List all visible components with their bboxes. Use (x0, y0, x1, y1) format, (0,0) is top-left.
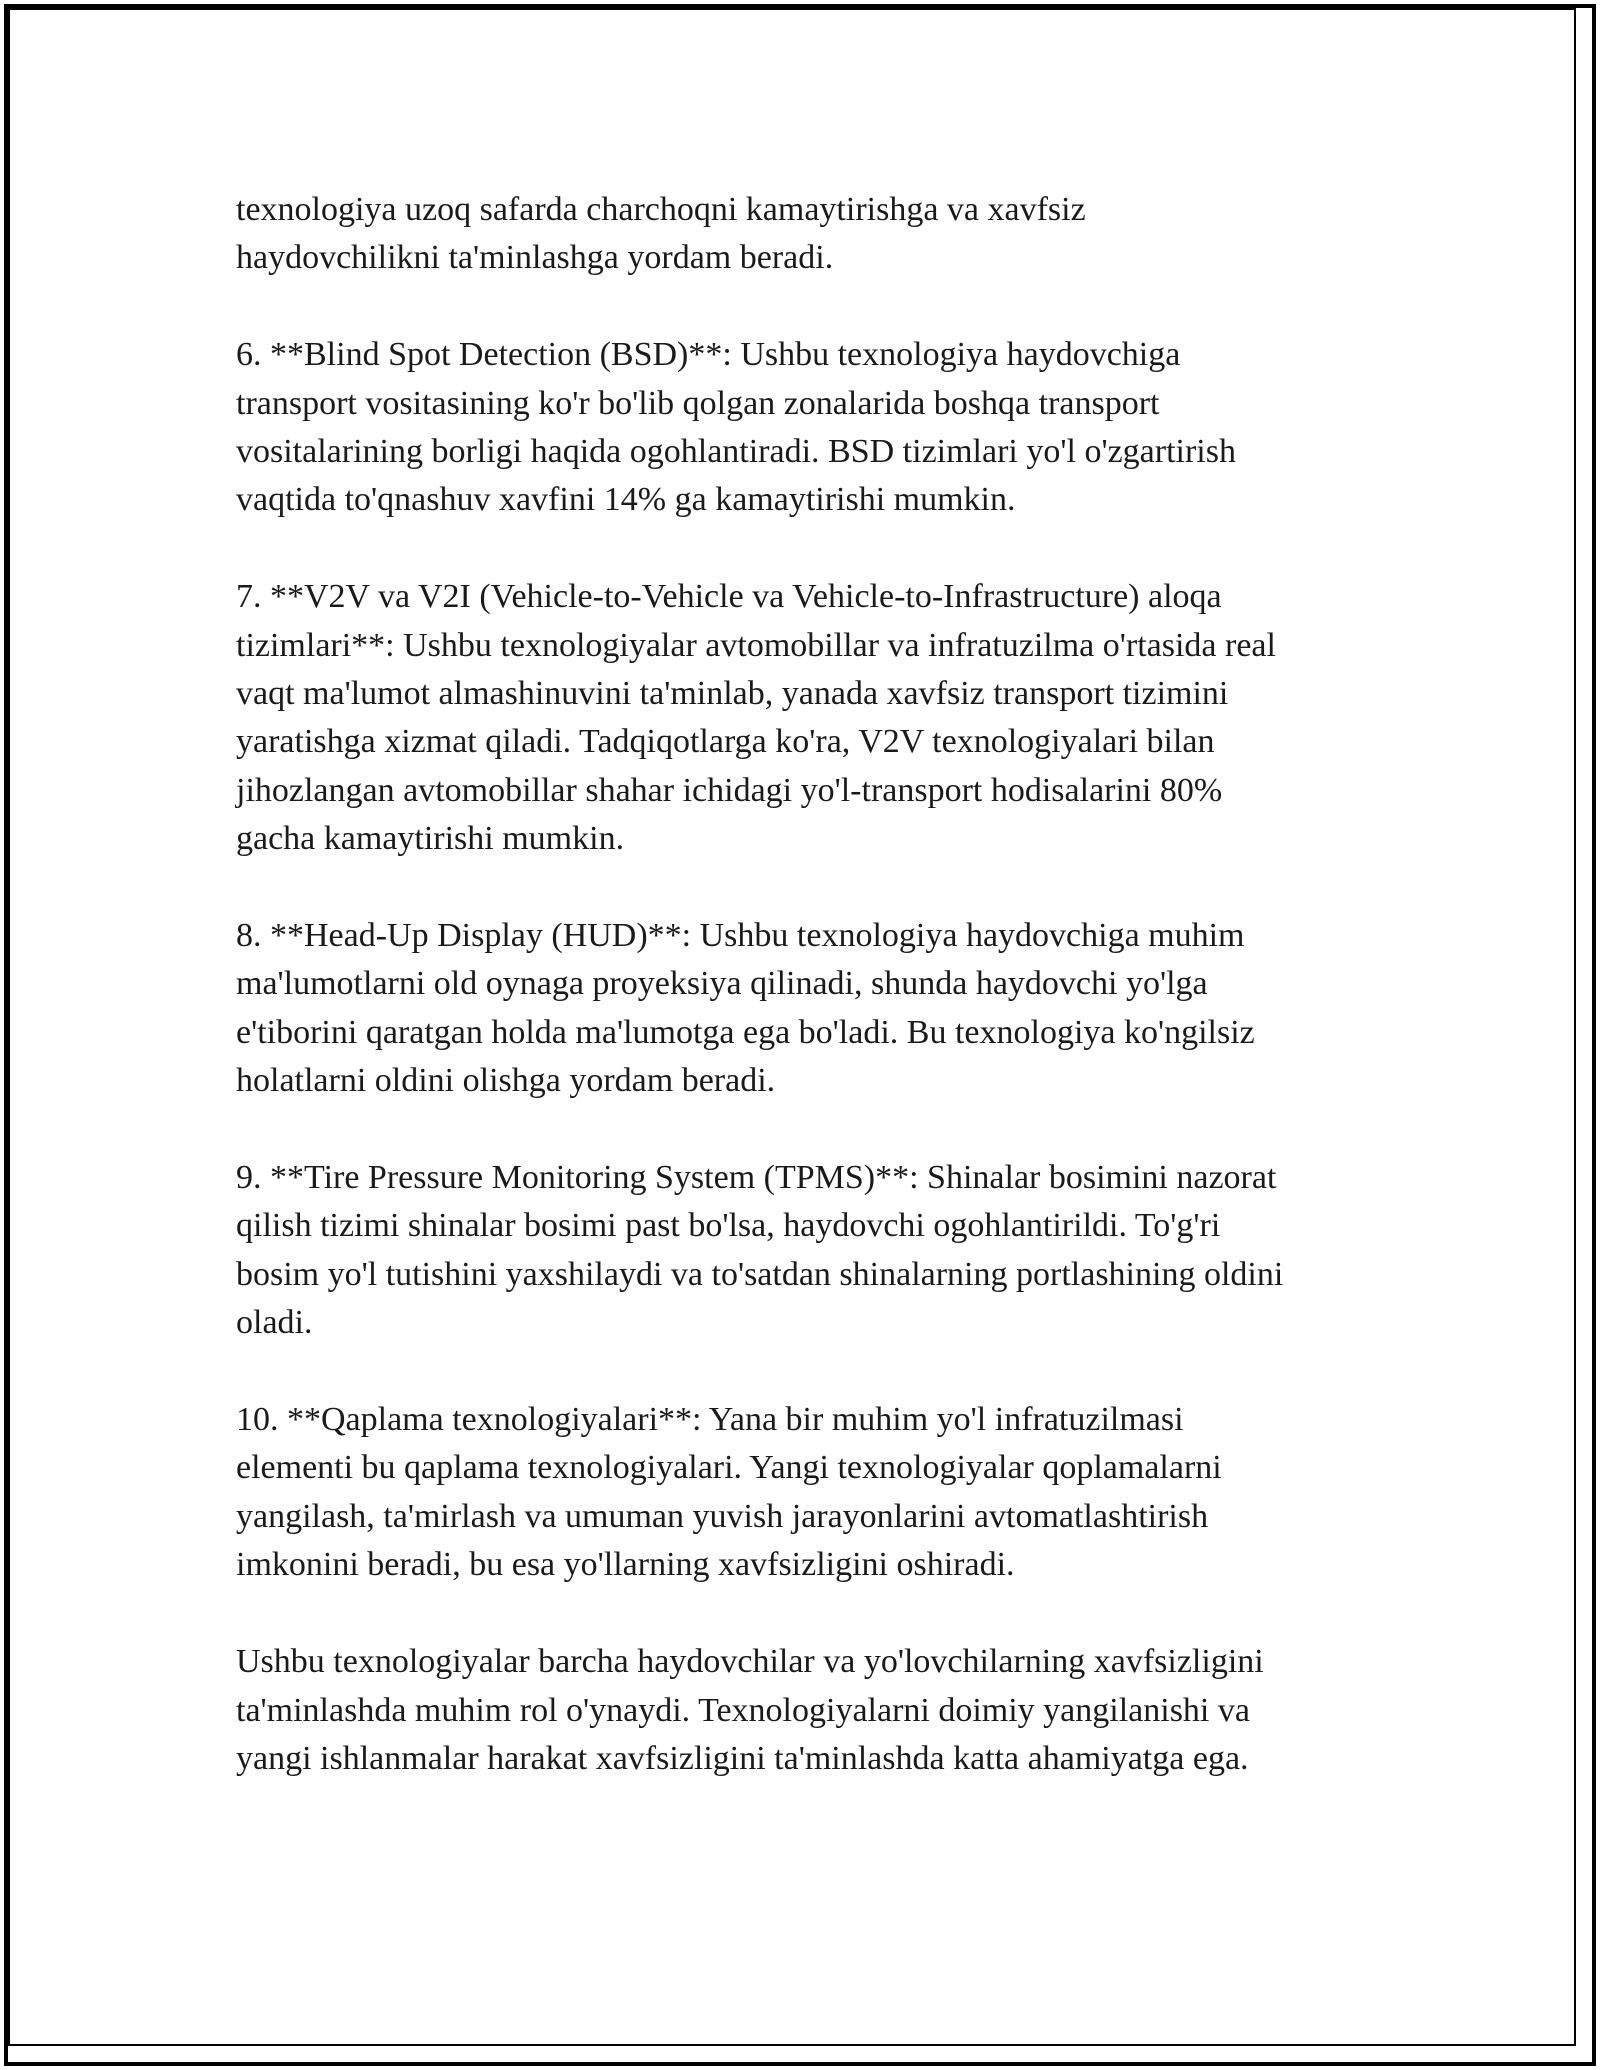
document-body (236, 186, 1376, 1832)
paragraph-item-8-hud: 8. **Head-Up Display (HUD)**: Ushbu texnologiya haydovchiga muhim ma'lumotlarni old oynaga proyeksiya qilinadi, shunda haydovchi yo'lga e'tiborini qaratgan holda ma'lumotga ega bo'ladi. Bu texnologiya ko'ngilsiz holatlarni oldini olishga yordam beradi. (236, 917, 1255, 1100)
paragraph-item-7-v2v: 7. **V2V va V2I (Vehicle-to-Vehicle va Vehicle-to-Infrastructure) aloqa tizimlari**: Ushbu texnologiyalar avtomobillar va infratuzilma o'rtasida real vaqt ma'lumot almashinuvini ta'minlab, yanada xavfsiz transport tizimini yaratishga xizmat qiladi. Tadqiqotlarga ko'ra, V2V texnologiyalari bilan jihozlangan avtomobillar shahar ichidagi yo'l-transport hodisalarini 80% gacha kamaytirishi mumkin. (236, 578, 1276, 858)
paragraph-item-9-tpms: 9. **Tire Pressure Monitoring System (TPMS)**: Shinalar bosimini nazorat qilish tizimi shinalar bosimi past bo'lsa, haydovchi ogohlantirildi. To'g'ri bosim yo'l tutishini yaxshilaydi va to'satdan shinalarning portlashining oldini oladi. (236, 1159, 1284, 1342)
paragraph-conclusion: Ushbu texnologiyalar barcha haydovchilar va yo'lovchilarning xavfsizligini ta'minlashda muhim rol o'ynaydi. Texnologiyalarni doimiy yangilanishi va yangi ishlanmalar harakat xavfsizligini ta'minlashda katta ahamiyatga ega. (236, 1643, 1264, 1777)
paragraph-intro-continuation: texnologiya uzoq safarda charchoqni kamaytirishga va xavfsiz haydovchilikni ta'minlashga yordam beradi. (236, 191, 1086, 277)
paragraph-item-10-qaplama: 10. **Qaplama texnologiyalari**: Yana bir muhim yo'l infratuzilmasi elementi bu qaplama texnologiyalari. Yangi texnologiyalar qoplamalarni yangilash, ta'mirlash va umuman yuvish jarayonlarini avtomatlashtirish imkonini beradi, bu esa yo'llarning xavfsizligini oshiradi. (236, 1401, 1222, 1584)
paragraph-item-6-bsd: 6. **Blind Spot Detection (BSD)**: Ushbu texnologiya haydovchiga transport vositasining ko'r bo'lib qolgan zonalarida boshqa transport vositalarining borligi haqida ogohlantiradi. BSD tizimlari yo'l o'zgartirish vaqtida to'qnashuv xavfini 14% ga kamaytirishi mumkin. (236, 336, 1236, 519)
